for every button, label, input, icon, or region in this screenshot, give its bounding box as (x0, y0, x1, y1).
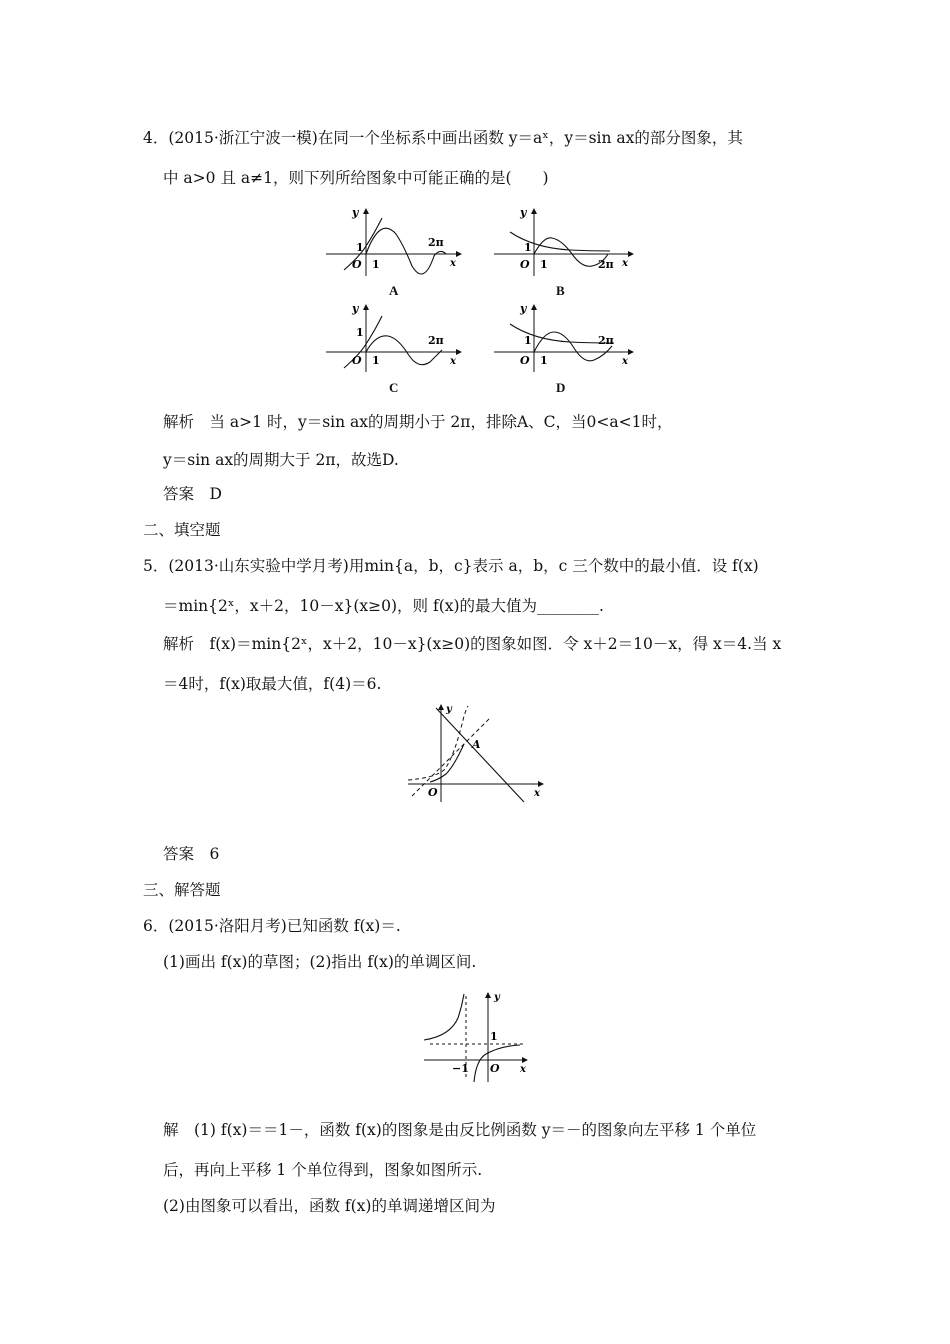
q4-graph-b (490, 206, 634, 278)
graph-c-y-label: y (352, 302, 359, 315)
graph-a-one-x: 1 (372, 258, 380, 271)
q4-stem-line1: 4．(2015·浙江宁波一模)在同一个坐标系中画出函数 y＝aˣ，y＝sin ax的部分图象，其 (143, 129, 743, 147)
graph-a-y-label: y (352, 206, 359, 219)
section-fill-in-heading: 二、填空题 (143, 521, 221, 539)
graph-b-one-y: 1 (524, 241, 532, 254)
graph-a-x-label: x (450, 258, 456, 269)
option-d-label: D (556, 380, 566, 395)
graph-d-origin: O (520, 354, 530, 367)
q4-analysis-line1: 解析 当 a>1 时，y＝sin ax的周期小于 2π，排除A、C，当0<a<1时， (163, 413, 673, 431)
q6-stem-line1: 6．(2015·洛阳月考)已知函数 f(x)＝. (143, 917, 401, 935)
q6-graph-y-label: y (494, 992, 500, 1003)
graph-d-y-label: y (520, 302, 527, 315)
graph-d-x-label: x (622, 356, 628, 367)
graph-b-two-pi: 2π (598, 258, 614, 271)
graph-c-two-pi: 2π (428, 334, 444, 347)
q6-stem-line2: (1)画出 f(x)的草图；(2)指出 f(x)的单调区间. (163, 953, 477, 971)
section-solution-heading: 三、解答题 (143, 881, 221, 899)
q5-stem-line1: 5．(2013·山东实验中学月考)用min{a，b，c}表示 a，b，c 三个数中的最小值．设 f(x) (143, 557, 759, 575)
q5-graph-x-label: x (534, 788, 540, 799)
graph-c-one-x: 1 (372, 354, 380, 367)
q4-graph-d (490, 302, 634, 374)
graph-a-one-y: 1 (356, 241, 364, 254)
q4-answer: 答案 D (163, 485, 222, 503)
q4-analysis-line2: y＝sin ax的周期大于 2π，故选D. (163, 451, 399, 469)
graph-c-one-y: 1 (356, 326, 364, 339)
q5-analysis-line2: ＝4时，f(x)取最大值，f(4)＝6. (163, 675, 382, 693)
graph-a-origin: O (352, 258, 362, 271)
q5-analysis-line1: 解析 f(x)＝min{2ˣ，x＋2，10－x}(x≥0)的图象如图．令 x＋2＝10－x，得 x＝4.当 x (163, 635, 782, 653)
graph-c-x-label: x (450, 356, 456, 367)
q5-stem-line2: ＝min{2ˣ，x＋2，10－x}(x≥0)，则 f(x)的最大值为________. (163, 597, 604, 615)
q6-graph-one: 1 (490, 1030, 498, 1043)
q4-graph-c (322, 302, 462, 374)
graph-c-origin: O (352, 354, 362, 367)
q5-graph-y-label: y (446, 704, 452, 715)
option-c-label: C (389, 380, 399, 395)
q6-graph-x-label: x (520, 1064, 526, 1075)
option-b-label: B (556, 283, 565, 298)
q4-stem-line2: 中 a>0 且 a≠1，则下列所给图象中可能正确的是( ) (163, 169, 549, 187)
q6-solution-line3: (2)由图象可以看出，函数 f(x)的单调递增区间为 (163, 1197, 496, 1215)
q5-answer: 答案 6 (163, 845, 220, 863)
q6-graph-origin: O (490, 1062, 500, 1075)
graph-b-y-label: y (520, 206, 527, 219)
q6-solution-line2: 后，再向上平移 1 个单位得到，图象如图所示. (163, 1161, 483, 1179)
option-a-label: A (389, 283, 399, 298)
graph-d-one-y: 1 (524, 334, 532, 347)
q4-graph-a (322, 206, 462, 278)
graph-d-two-pi: 2π (598, 334, 614, 347)
graph-b-one-x: 1 (540, 258, 548, 271)
graph-d-one-x: 1 (540, 354, 548, 367)
graph-b-x-label: x (622, 258, 628, 269)
graph-b-origin: O (520, 258, 530, 271)
graph-a-two-pi: 2π (428, 236, 444, 249)
q5-graph (404, 702, 546, 804)
q6-graph (416, 988, 532, 1084)
q6-graph-neg-one: −1 (452, 1062, 469, 1075)
q5-graph-point-a: A (472, 738, 481, 751)
q6-solution-line1: 解 (1) f(x)＝＝1－，函数 f(x)的图象是由反比例函数 y＝－的图象向左平移 1 个单位 (163, 1121, 757, 1139)
q5-graph-origin: O (428, 786, 438, 799)
